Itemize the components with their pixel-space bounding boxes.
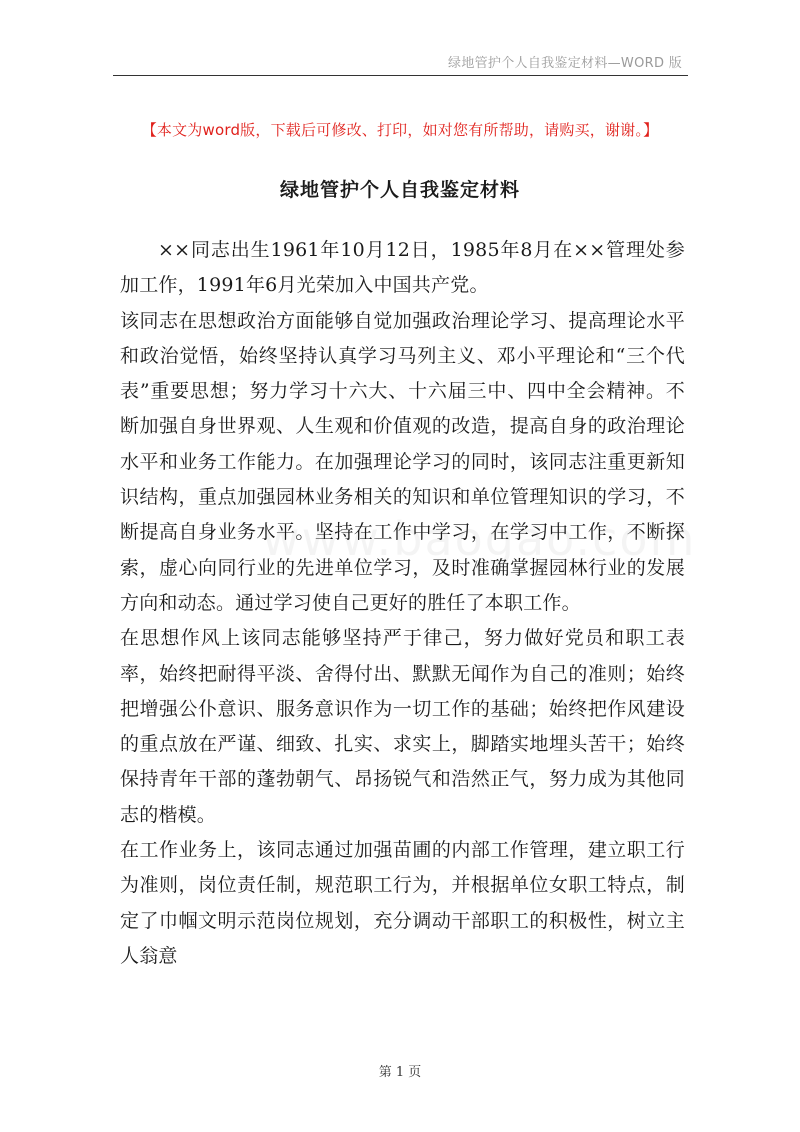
page-header: 绿地管护个人自我鉴定材料—WORD 版 (448, 56, 682, 71)
paragraph-work: 在工作业务上，该同志通过加强苗圃的内部工作管理，建立职工行为准则，岗位责任制，规范职工行为，并根据单位女职工特点，制定了巾帼文明示范岗位规划，充分调动干部职工的积极性，树立主人翁意 (120, 839, 685, 967)
header-divider (113, 75, 688, 76)
paragraph-conduct: 在思想作风上该同志能够坚持严于律己，努力做好党员和职工表率，始终把耐得平淡、舍得付出、默默无闻作为自己的准则；始终把增强公仆意识、服务意识作为一切工作的基础；始终把作风建设的重点放在严谨、细致、扎实、求实上，脚踏实地埋头苦干；始终保持青年干部的蓬勃朝气、昂扬锐气和浩然正气，努力成为其他同志的楷模。 (120, 627, 685, 826)
page-number: 第 1 页 (378, 1065, 422, 1080)
paragraph-intro: ××同志出生1961年10月12日，1985年8月在××管理处参加工作，1991年6月光荣加入中国共产党。 (120, 239, 685, 297)
document-body (120, 233, 685, 974)
paragraph-political: 该同志在思想政治方面能够自觉加强政治理论学习、提高理论水平和政治觉悟，始终坚持认真学习马列主义、邓小平理论和“三个代表”重要思想；努力学习十六大、十六届三中、四中全会精神。不断加强自身世界观、人生观和价值观的改造，提高自身的政治理论水平和业务工作能力。在加强理论学习的同时，该同志注重更新知识结构，重点加强园林业务相关的知识和单位管理知识的学习，不断提高自身业务水平。坚持在工作中学习，在学习中工作，不断探索，虚心向同行业的先进单位学习，及时准确掌握园林行业的发展方向和动态。通过学习使自己更好的胜任了本职工作。 (120, 309, 685, 614)
document-title: 绿地管护个人自我鉴定材料 (279, 179, 520, 201)
download-notice: 【本文为word版，下载后可修改、打印，如对您有所帮助，请购买，谢谢。】 (141, 121, 659, 139)
